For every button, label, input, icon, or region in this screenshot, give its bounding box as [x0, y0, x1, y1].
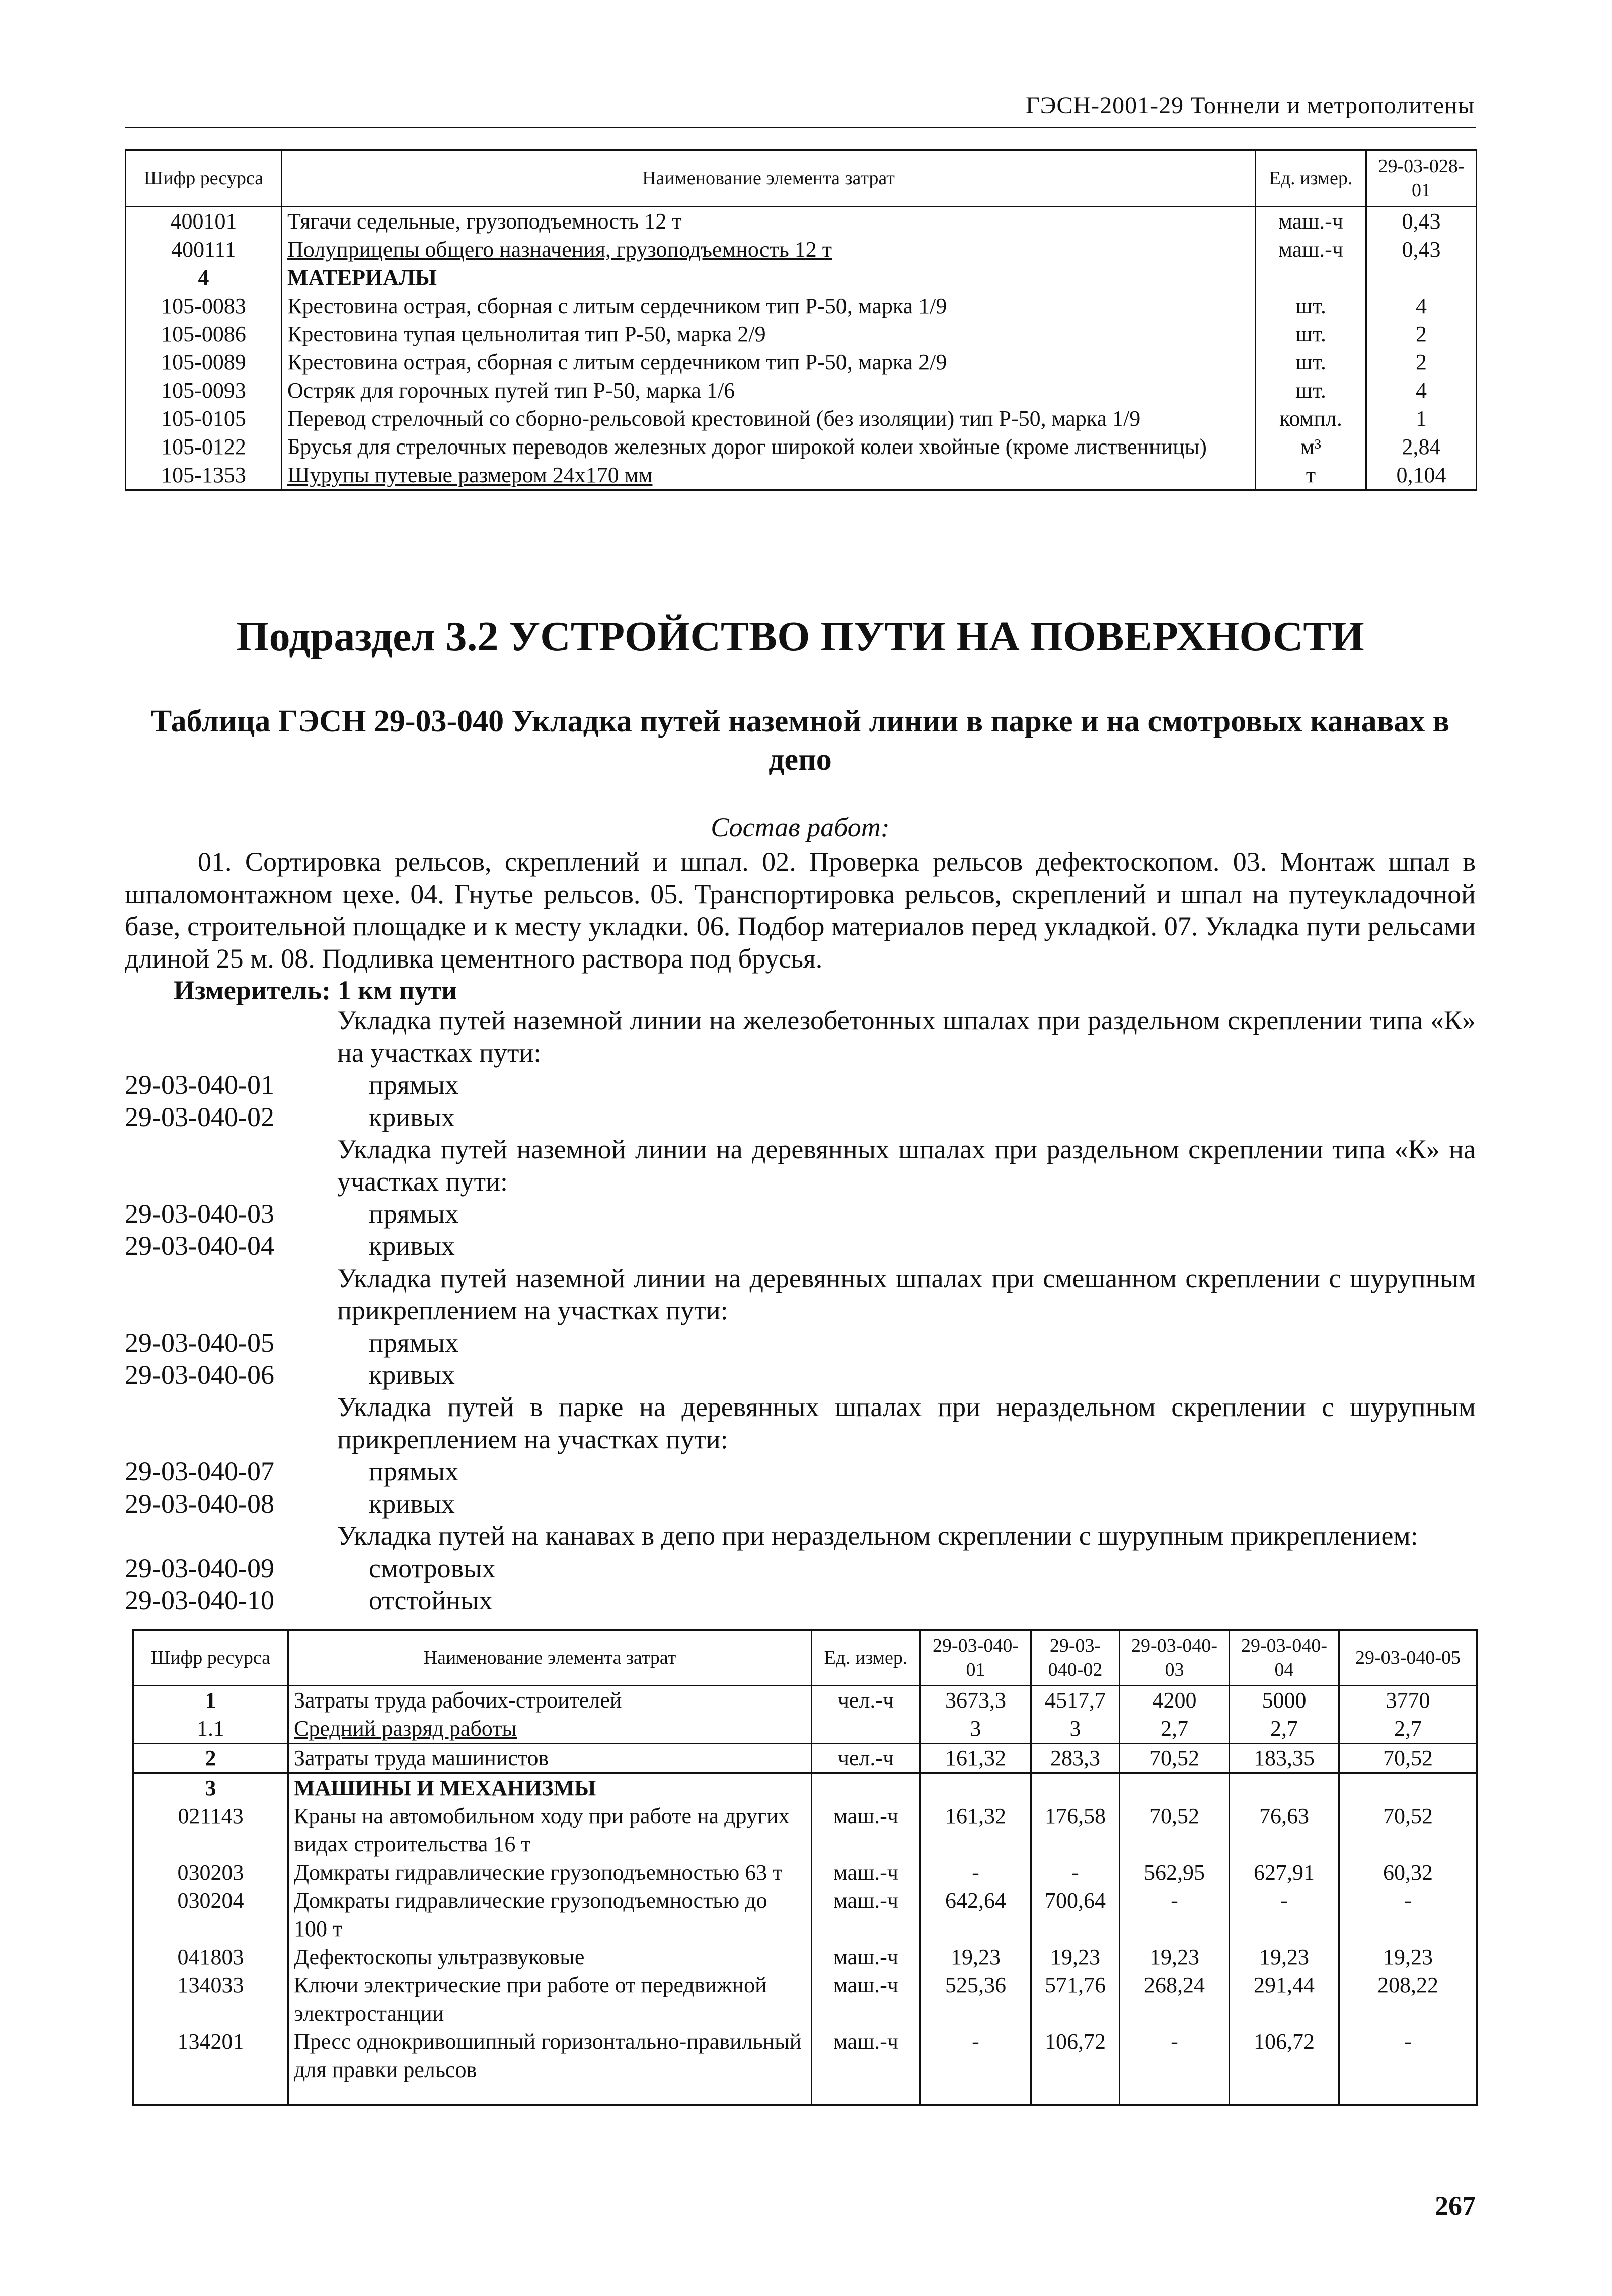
- cell-name: Крестовина острая, сборная с литым сердечником тип Р-50, марка 1/9: [282, 292, 1256, 320]
- col-header-norm-01: 29-03-040-01: [920, 1630, 1031, 1686]
- cell-value: 2,7: [1339, 1715, 1477, 1744]
- cell-value: 70,52: [1120, 1744, 1230, 1773]
- table-row: [126, 320, 1477, 348]
- cell-value: 2: [1366, 320, 1477, 348]
- cell-code: 400111: [126, 236, 282, 264]
- cell-unit: маш.-ч: [1256, 236, 1366, 264]
- norm-code-list: [125, 1004, 1476, 1616]
- cell-code: 105-1353: [126, 461, 282, 490]
- cell-unit: маш.-ч: [812, 1802, 920, 1859]
- norm-label: кривых: [369, 1231, 455, 1261]
- cell-name: Брусья для стрелочных переводов железных дорог широкой колеи хвойные (кроме лиственницы): [282, 433, 1256, 461]
- cell-name: Ключи электрические при работе от передвижной электростанции: [288, 1971, 812, 2028]
- cell-value: -: [920, 1859, 1031, 1887]
- cell-value: 4: [1366, 377, 1477, 405]
- cell-unit: [812, 1715, 920, 1744]
- col-header-norm-05: 29-03-040-05: [1339, 1630, 1477, 1686]
- norm-label: кривых: [369, 1360, 455, 1390]
- cell-unit: [812, 1773, 920, 1803]
- col-header-name: Наименование элемента затрат: [282, 150, 1256, 207]
- cell-value: 3: [920, 1715, 1031, 1744]
- cell-value: 60,32: [1339, 1859, 1477, 1887]
- norm-label: отстойных: [369, 1585, 493, 1615]
- cell-value: 76,63: [1230, 1802, 1339, 1859]
- running-header: ГЭСН-2001-29 Тоннели и метрополитены: [1026, 92, 1475, 119]
- cell-value: -: [1339, 1887, 1477, 1943]
- table-row: [133, 1971, 1477, 2028]
- cell-value: 283,3: [1031, 1744, 1120, 1773]
- group-description: Укладка путей в парке на деревянных шпалах при нераздельном скреплении с шурупным прикреплением на участках пути:: [337, 1392, 1476, 1454]
- norm-label: прямых: [369, 1456, 459, 1487]
- cell-unit: [1256, 264, 1366, 292]
- cell-value: -: [1120, 2028, 1230, 2105]
- cell-name: Пресс однокривошипный горизонтально-правильный для правки рельсов: [288, 2028, 812, 2105]
- cell-value: 2,7: [1120, 1715, 1230, 1744]
- cell-code: 030204: [133, 1887, 288, 1943]
- norm-label: прямых: [369, 1199, 459, 1229]
- cell-name: Затраты труда рабочих-строителей: [288, 1686, 812, 1715]
- group-description: Укладка путей наземной линии на деревянных шпалах при раздельном скреплении типа «К» на участках пути:: [337, 1134, 1476, 1197]
- cell-value: 4: [1366, 292, 1477, 320]
- norm-code: 29-03-040-03: [125, 1199, 274, 1229]
- cell-unit: маш.-ч: [812, 1887, 920, 1943]
- cell-unit: компл.: [1256, 405, 1366, 433]
- table-row: [133, 1802, 1477, 1859]
- cell-value: 562,95: [1120, 1859, 1230, 1887]
- cell-value: 70,52: [1120, 1802, 1230, 1859]
- cell-name: Полуприцепы общего назначения, грузоподъемность 12 т: [282, 236, 1256, 264]
- cell-value: [1339, 1773, 1477, 1803]
- cell-value: -: [1120, 1887, 1230, 1943]
- col-header-unit: Ед. измер.: [812, 1630, 920, 1686]
- table-row: [126, 461, 1477, 490]
- cell-code: 041803: [133, 1943, 288, 1971]
- table-row: [126, 348, 1477, 377]
- work-composition-text: 01. Сортировка рельсов, скреплений и шпал. 02. Проверка рельсов дефектоскопом. 03. Монтаж шпал в шпаломонтажном цехе. 04. Гнутье рельсов. 05. Транспортировка рельсов, скреплений и шпал на путеукладочной базе, строительной площадке и к месту укладки. 06. Подбор материалов перед укладкой. 07. Укладка пути рельсами длиной 25 м. 08. Подливка цементного раствора под брусья.: [125, 847, 1476, 974]
- cell-value: 0,43: [1366, 207, 1477, 236]
- cell-value: 3: [1031, 1715, 1120, 1744]
- table-row: [133, 1943, 1477, 1971]
- col-header-norm-03: 29-03-040-03: [1120, 1630, 1230, 1686]
- cell-code: 1.1: [133, 1715, 288, 1744]
- cell-code: 030203: [133, 1859, 288, 1887]
- cell-code: 105-0122: [126, 433, 282, 461]
- table-row: [133, 2028, 1477, 2105]
- cell-code: 021143: [133, 1802, 288, 1859]
- table-row: [126, 377, 1477, 405]
- cell-code: 1: [133, 1686, 288, 1715]
- table-row: [133, 1859, 1477, 1887]
- resource-table-1: [125, 149, 1477, 491]
- cell-name: Домкраты гидравлические грузоподъемностью 63 т: [288, 1859, 812, 1887]
- cell-value: 627,91: [1230, 1859, 1339, 1887]
- col-header-code: Шифр ресурса: [126, 150, 282, 207]
- cell-name: Средний разряд работы: [288, 1715, 812, 1744]
- cell-code: 400101: [126, 207, 282, 236]
- cell-code: 2: [133, 1744, 288, 1773]
- cell-value: 208,22: [1339, 1971, 1477, 2028]
- col-header-value: 29-03-028-01: [1366, 150, 1477, 207]
- cell-value: 0,43: [1366, 236, 1477, 264]
- table-row: [126, 433, 1477, 461]
- table-title: Таблица ГЭСН 29-03-040 Укладка путей наземной линии в парке и на смотровых канавах в депо: [150, 704, 1450, 777]
- cell-value: 5000: [1230, 1686, 1339, 1715]
- cell-value: -: [920, 2028, 1031, 2105]
- cell-name: Затраты труда машинистов: [288, 1744, 812, 1773]
- cell-unit: шт.: [1256, 348, 1366, 377]
- cell-value: 571,76: [1031, 1971, 1120, 2028]
- cell-value: 19,23: [920, 1943, 1031, 1971]
- cell-value: 1: [1366, 405, 1477, 433]
- cell-name: Домкраты гидравлические грузоподъемностью до 100 т: [288, 1887, 812, 1943]
- group-description: Укладка путей наземной линии на железобетонных шпалах при раздельном скреплении типа «К» на участках пути:: [337, 1005, 1476, 1068]
- table-row-section: [126, 264, 1477, 292]
- cell-code: 105-0086: [126, 320, 282, 348]
- cell-name: Крестовина острая, сборная с литым сердечником тип Р-50, марка 2/9: [282, 348, 1256, 377]
- cell-value: 19,23: [1120, 1943, 1230, 1971]
- cell-value: 70,52: [1339, 1744, 1477, 1773]
- cell-value: 161,32: [920, 1744, 1031, 1773]
- cell-code: 105-0105: [126, 405, 282, 433]
- col-header-norm-04: 29-03-040-04: [1230, 1630, 1339, 1686]
- norm-code: 29-03-040-10: [125, 1585, 274, 1615]
- list-item: [125, 1326, 1476, 1359]
- norm-code: 29-03-040-09: [125, 1553, 274, 1583]
- table-row: [126, 207, 1477, 236]
- table-row: [133, 1887, 1477, 1943]
- work-composition-title: Состав работ:: [711, 812, 890, 842]
- norm-code: 29-03-040-05: [125, 1327, 274, 1358]
- cell-value: 3770: [1339, 1686, 1477, 1715]
- cell-value: 70,52: [1339, 1802, 1477, 1859]
- table-header-row: [126, 150, 1477, 207]
- cell-name: Перевод стрелочный со сборно-рельсовой крестовиной (без изоляции) тип Р-50, марка 1/9: [282, 405, 1256, 433]
- cell-value: 525,36: [920, 1971, 1031, 2028]
- norm-code: 29-03-040-07: [125, 1456, 274, 1487]
- cell-value: 2: [1366, 348, 1477, 377]
- norm-label: смотровых: [369, 1553, 496, 1583]
- list-item: [125, 1552, 1476, 1584]
- cell-code: 3: [133, 1773, 288, 1803]
- norm-code: 29-03-040-06: [125, 1360, 274, 1390]
- cell-unit: маш.-ч: [1256, 207, 1366, 236]
- col-header-norm-02: 29-03-040-02: [1031, 1630, 1120, 1686]
- cell-value: 2,84: [1366, 433, 1477, 461]
- cell-value: 176,58: [1031, 1802, 1120, 1859]
- cell-value: -: [1230, 1887, 1339, 1943]
- cell-name: МАТЕРИАЛЫ: [282, 264, 1256, 292]
- cell-unit: маш.-ч: [812, 1859, 920, 1887]
- list-item: [125, 1455, 1476, 1488]
- cell-value: 183,35: [1230, 1744, 1339, 1773]
- cell-value: 106,72: [1031, 2028, 1120, 2105]
- cell-value: 268,24: [1120, 1971, 1230, 2028]
- cell-code: 134033: [133, 1971, 288, 2028]
- cell-value: 2,7: [1230, 1715, 1339, 1744]
- cell-value: 19,23: [1230, 1943, 1339, 1971]
- cell-name: Шурупы путевые размером 24х170 мм: [282, 461, 1256, 490]
- cell-value: -: [1031, 1859, 1120, 1887]
- cell-value: 106,72: [1230, 2028, 1339, 2105]
- cell-unit: шт.: [1256, 292, 1366, 320]
- norm-label: кривых: [369, 1102, 455, 1132]
- cell-value: 161,32: [920, 1802, 1031, 1859]
- cell-value: 19,23: [1031, 1943, 1120, 1971]
- cell-value: [1230, 1773, 1339, 1803]
- cell-name: Тягачи седельные, грузоподъемность 12 т: [282, 207, 1256, 236]
- table-header-row: [133, 1630, 1477, 1686]
- cell-name: Крестовина тупая цельнолитая тип Р-50, марка 2/9: [282, 320, 1256, 348]
- list-item: [125, 1101, 1476, 1133]
- table-row: [133, 1715, 1477, 1744]
- cell-value: 700,64: [1031, 1887, 1120, 1943]
- cell-unit: т: [1256, 461, 1366, 490]
- cell-unit: маш.-ч: [812, 1943, 920, 1971]
- cell-value: -: [1339, 2028, 1477, 2105]
- cell-value: 642,64: [920, 1887, 1031, 1943]
- cell-value: [920, 1773, 1031, 1803]
- table-row: [126, 292, 1477, 320]
- cell-value: 0,104: [1366, 461, 1477, 490]
- col-header-code: Шифр ресурса: [133, 1630, 288, 1686]
- cell-code: 4: [126, 264, 282, 292]
- table-row: [126, 405, 1477, 433]
- table-row-section: [133, 1773, 1477, 1803]
- list-item: [125, 1069, 1476, 1101]
- cell-name: Дефектоскопы ультразвуковые: [288, 1943, 812, 1971]
- table-row: [133, 1744, 1477, 1773]
- cell-unit: шт.: [1256, 377, 1366, 405]
- measure-line: Измеритель: 1 км пути: [174, 975, 457, 1005]
- page-number: 267: [1435, 2191, 1476, 2221]
- subsection-title: Подраздел 3.2 УСТРОЙСТВО ПУТИ НА ПОВЕРХНОСТИ: [236, 613, 1364, 660]
- list-item: [125, 1488, 1476, 1520]
- cell-code: 105-0083: [126, 292, 282, 320]
- cell-code: 105-0089: [126, 348, 282, 377]
- resource-table-2: [132, 1629, 1478, 2106]
- cell-value: [1120, 1773, 1230, 1803]
- header-rule: [125, 127, 1476, 128]
- table-row: [126, 236, 1477, 264]
- norm-code: 29-03-040-02: [125, 1102, 274, 1132]
- norm-code: 29-03-040-04: [125, 1231, 274, 1261]
- group-description: Укладка путей на канавах в депо при нераздельном скреплении с шурупным прикреплением:: [337, 1521, 1418, 1551]
- norm-label: прямых: [369, 1327, 459, 1358]
- table-row: [133, 1686, 1477, 1715]
- cell-value: [1366, 264, 1477, 292]
- cell-unit: шт.: [1256, 320, 1366, 348]
- cell-value: 4200: [1120, 1686, 1230, 1715]
- cell-unit: маш.-ч: [812, 2028, 920, 2105]
- cell-name: Остряк для горочных путей тип Р-50, марка 1/6: [282, 377, 1256, 405]
- cell-value: 19,23: [1339, 1943, 1477, 1971]
- norm-label: кривых: [369, 1489, 455, 1519]
- norm-code: 29-03-040-08: [125, 1489, 274, 1519]
- cell-code: 134201: [133, 2028, 288, 2105]
- cell-unit: маш.-ч: [812, 1971, 920, 2028]
- col-header-name: Наименование элемента затрат: [288, 1630, 812, 1686]
- norm-code: 29-03-040-01: [125, 1070, 274, 1100]
- norm-label: прямых: [369, 1070, 459, 1100]
- cell-unit: чел.-ч: [812, 1686, 920, 1715]
- list-item: [125, 1198, 1476, 1230]
- cell-name: МАШИНЫ И МЕХАНИЗМЫ: [288, 1773, 812, 1803]
- cell-unit: чел.-ч: [812, 1744, 920, 1773]
- cell-name: Краны на автомобильном ходу при работе на других видах строительства 16 т: [288, 1802, 812, 1859]
- list-item: [125, 1584, 1476, 1616]
- cell-value: [1031, 1773, 1120, 1803]
- list-item: [125, 1230, 1476, 1262]
- group-description: Укладка путей наземной линии на деревянных шпалах при смешанном скреплении с шурупным прикреплением на участках пути:: [337, 1263, 1476, 1325]
- cell-value: 291,44: [1230, 1971, 1339, 2028]
- list-item: [125, 1359, 1476, 1391]
- cell-unit: м³: [1256, 433, 1366, 461]
- col-header-unit: Ед. измер.: [1256, 150, 1366, 207]
- cell-value: 3673,3: [920, 1686, 1031, 1715]
- cell-code: 105-0093: [126, 377, 282, 405]
- cell-value: 4517,7: [1031, 1686, 1120, 1715]
